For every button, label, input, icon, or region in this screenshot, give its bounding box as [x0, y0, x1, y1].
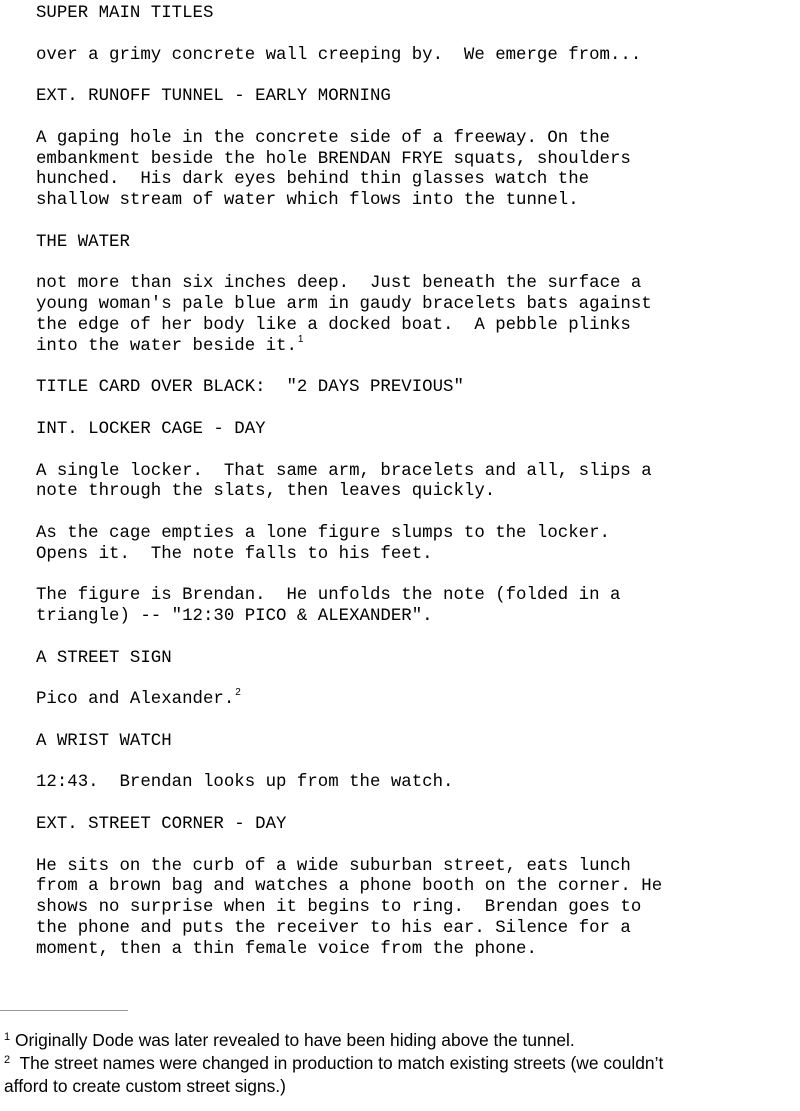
line-text: 12:43. Brendan looks up from the watch.: [36, 773, 454, 793]
footnote-line: [4, 1075, 796, 1098]
line-text: The figure is Brendan. He unfolds the note (folded in a: [36, 586, 621, 606]
screenplay-body: [36, 4, 796, 981]
line-text: Opens it. The note falls to his feet.: [36, 544, 433, 564]
screenplay-paragraph: [36, 378, 796, 399]
screenplay-line: [36, 877, 796, 898]
line-text: A single locker. That same arm, bracelets and all, slips a: [36, 461, 652, 481]
line-text: As the cage empties a lone figure slumps to the locker.: [36, 523, 610, 543]
footnote-line: [4, 1029, 796, 1052]
line-text: note through the slats, then leaves quickly.: [36, 482, 496, 502]
screenplay-line: [36, 316, 796, 337]
screenplay-line: [36, 607, 796, 628]
line-text: EXT. RUNOFF TUNNEL - EARLY MORNING: [36, 87, 391, 107]
screenplay-line: [36, 732, 796, 753]
line-text: not more than six inches deep. Just beneath the surface a: [36, 274, 642, 294]
line-text: into the water beside it.: [36, 336, 297, 356]
footnote-line: [4, 1052, 796, 1075]
screenplay-paragraph: [36, 233, 796, 254]
footnote-separator: [0, 1010, 128, 1011]
screenplay-line: [36, 129, 796, 150]
line-text: EXT. STREET CORNER - DAY: [36, 815, 287, 835]
screenplay-line: [36, 586, 796, 607]
footnote-text: The street names were changed in production to match existing streets (we couldn’t: [14, 1053, 664, 1073]
screenplay-paragraph: [36, 857, 796, 961]
screenplay-paragraph: [36, 649, 796, 670]
screenplay-paragraph: [36, 274, 796, 357]
screenplay-line: [36, 378, 796, 399]
screenplay-line: [36, 649, 796, 670]
footnote-text: Originally Dode was later revealed to have been hiding above the tunnel.: [14, 1030, 575, 1050]
screenplay-paragraph: [36, 129, 796, 212]
line-text: INT. LOCKER CAGE - DAY: [36, 419, 266, 439]
screenplay-line: [36, 919, 796, 940]
screenplay-paragraph: [36, 815, 796, 836]
footnote-marker: 1: [297, 333, 304, 345]
screenplay-line: [36, 150, 796, 171]
footnote-number: 2: [4, 1054, 11, 1066]
line-text: Pico and Alexander.: [36, 690, 235, 710]
line-text: shows no surprise when it begins to ring. Brendan goes to: [36, 898, 642, 918]
line-text: SUPER MAIN TITLES: [36, 4, 214, 23]
screenplay-paragraph: [36, 586, 796, 628]
screenplay-paragraph: [36, 687, 796, 711]
screenplay-line: [36, 4, 796, 25]
screenplay-line: [36, 815, 796, 836]
screenplay-line: [36, 87, 796, 108]
screenplay-line: [36, 295, 796, 316]
line-text: A STREET SIGN: [36, 648, 172, 668]
line-text: triangle) -- "12:30 PICO & ALEXANDER".: [36, 607, 433, 627]
screenplay-line: [36, 857, 796, 878]
screenplay-line: [36, 420, 796, 441]
line-text: He sits on the curb of a wide suburban street, eats lunch: [36, 856, 631, 876]
footnote-marker: 2: [235, 687, 241, 699]
screenplay-line: [36, 170, 796, 191]
line-text: moment, then a thin female voice from the phone.: [36, 939, 537, 959]
line-text: the edge of her body like a docked boat. A pebble plinks: [36, 315, 631, 335]
screenplay-paragraph: [36, 46, 796, 67]
line-text: THE WATER: [36, 232, 130, 252]
screenplay-line: [36, 46, 796, 67]
screenplay-line: [36, 524, 796, 545]
footnotes: [4, 1029, 796, 1098]
footnote-text: afford to create custom street signs.): [4, 1076, 286, 1096]
screenplay-line: [36, 940, 796, 961]
screenplay-line: [36, 898, 796, 919]
screenplay-line: [36, 191, 796, 212]
line-text: TITLE CARD OVER BLACK: "2 DAYS PREVIOUS": [36, 378, 464, 398]
screenplay-line: [36, 687, 796, 711]
footnote-number: 1: [4, 1031, 11, 1043]
screenplay-line: [36, 482, 796, 503]
line-text: from a brown bag and watches a phone booth on the corner. He: [36, 877, 663, 897]
screenplay-paragraph: [36, 87, 796, 108]
screenplay-paragraph: [36, 420, 796, 441]
screenplay-paragraph: [36, 773, 796, 794]
screenplay-paragraph: [36, 462, 796, 504]
screenplay-line: [36, 274, 796, 295]
screenplay-line: [36, 333, 796, 358]
line-text: the phone and puts the receiver to his ear. Silence for a: [36, 919, 631, 939]
screenplay-line: [36, 462, 796, 483]
line-text: A WRIST WATCH: [36, 731, 172, 751]
line-text: young woman's pale blue arm in gaudy bracelets bats against: [36, 295, 652, 315]
line-text: shallow stream of water which flows into the tunnel.: [36, 191, 579, 211]
line-text: hunched. His dark eyes behind thin glasses watch the: [36, 170, 590, 190]
line-text: A gaping hole in the concrete side of a freeway. On the: [36, 128, 610, 148]
screenplay-line: [36, 773, 796, 794]
screenplay-paragraph: [36, 4, 796, 25]
screenplay-paragraph: [36, 732, 796, 753]
screenplay-line: [36, 545, 796, 566]
screenplay-line: [36, 233, 796, 254]
line-text: over a grimy concrete wall creeping by. We emerge from...: [36, 45, 642, 65]
screenplay-paragraph: [36, 524, 796, 566]
line-text: embankment beside the hole BRENDAN FRYE squats, shoulders: [36, 149, 631, 169]
